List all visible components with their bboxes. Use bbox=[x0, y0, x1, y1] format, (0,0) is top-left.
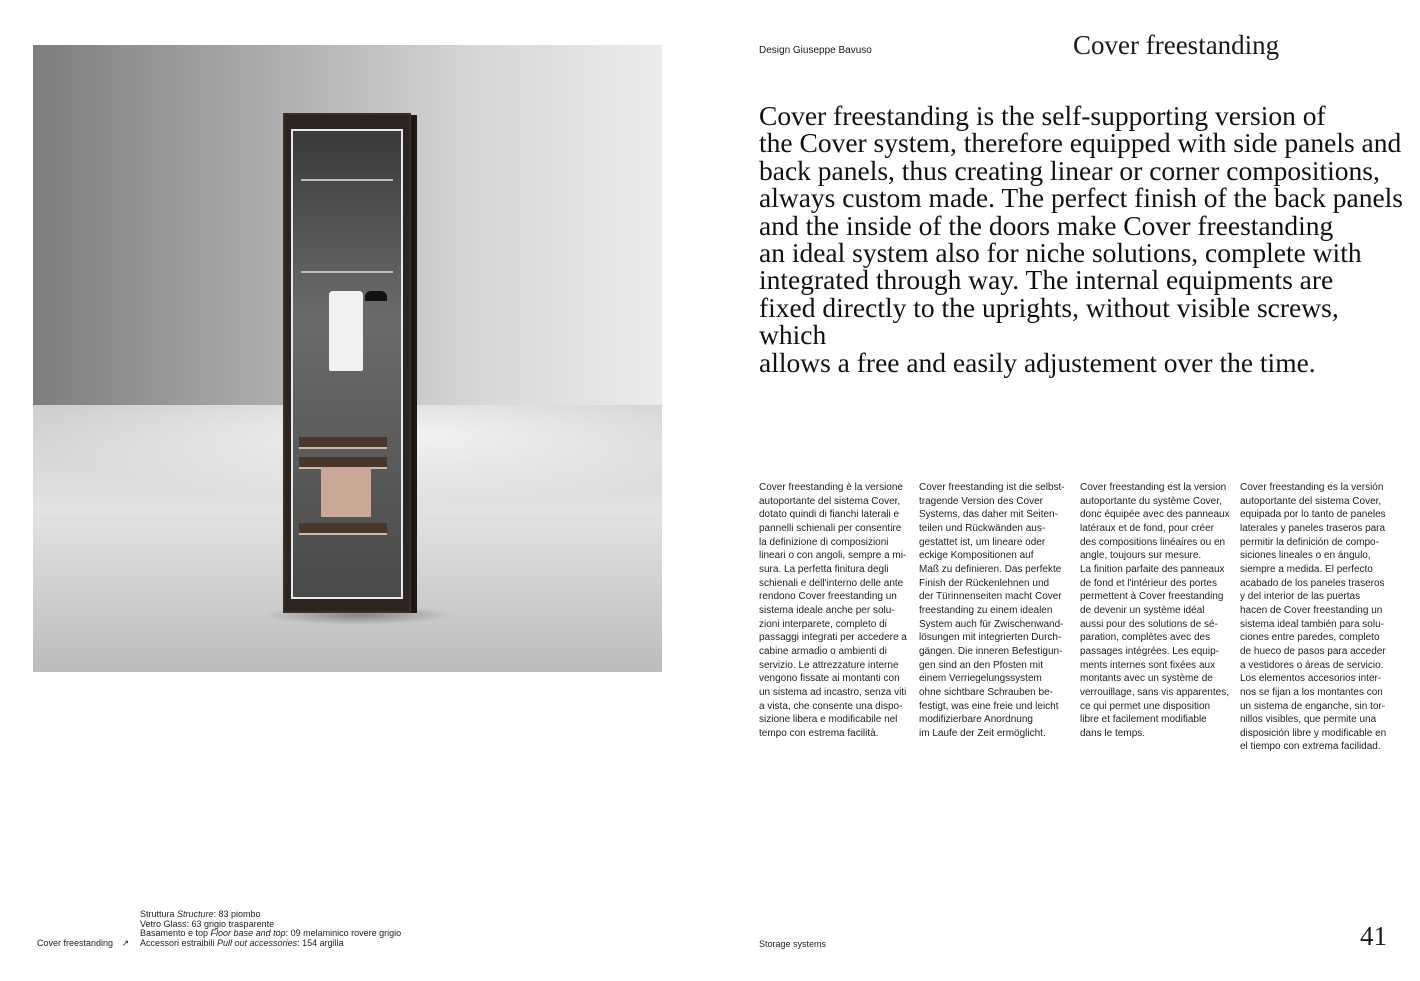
specs-list bbox=[140, 910, 401, 948]
spec-value: : 09 melaminico rovere grigio bbox=[285, 928, 402, 939]
spec-value: : 83 piombo bbox=[213, 909, 261, 919]
arrow-up-right-icon: ↗ bbox=[121, 938, 130, 948]
column-spanish: Cover freestanding es la versión autoportante del sistema Cover, equipada por lo tanto de paneles laterales y paneles traseros para permitir la definición de compo- siciones lineales o en ángulo, siempre a medida. El perfecto acabado de los paneles traseros y del interior de las puertas hacen de Cover freestanding un sistema ideal también para solu- ciones entre paredes, completo de hueco de pasos para acceder a vestidores o áreas de servicio. Los elementos accesorios inter- nos se fijan a los montantes con un sistema de enganche, sin tor- nillos visibles, que permite una disposición libre y modificable en el tiempo con extrema facilidad. bbox=[1240, 482, 1387, 753]
wardrobe-side-panel bbox=[411, 115, 417, 613]
spec-label: Vetro Glass bbox=[140, 918, 187, 929]
hat bbox=[365, 291, 387, 301]
shirt bbox=[329, 291, 363, 371]
spec-label: Basamento e top bbox=[140, 928, 211, 939]
spec-label-en: Structure bbox=[177, 909, 214, 919]
page-title: Cover freestanding bbox=[1073, 30, 1280, 60]
storage-box bbox=[321, 467, 371, 517]
wardrobe-unit bbox=[283, 113, 411, 613]
drawer bbox=[299, 437, 387, 449]
spec-label-en: Pull out accessories bbox=[217, 937, 298, 948]
hanging-rail bbox=[301, 179, 393, 181]
spec-label: Accessori estraibili bbox=[140, 937, 218, 948]
product-photo bbox=[33, 45, 662, 672]
spec-line bbox=[140, 939, 401, 949]
column-italian: Cover freestanding è la versione autoportante del sistema Cover, dotato quindi di fianchi laterali e pannelli schienali per consentire la definizione di composizioni lineari o con angoli, sempre a mi- sura. La perfetta finitura degli schienali e dell'interno delle ante rendono Cover freestanding un sistema ideale anche per solu- zioni interparete, completo di passaggi integrati per accedere a cabine armadio o ambienti di servizio. Le attrezzature interne vengono fissate ai montanti con un sistema ad incastro, senza viti a vista, che consente una dispo- sizione libera e modificabile nel tempo con estrema facilità. bbox=[759, 482, 907, 739]
page-number: 41 bbox=[1360, 921, 1387, 951]
spec-label-en: Floor base and top bbox=[210, 928, 286, 939]
hanging-rail bbox=[301, 271, 393, 273]
lead-paragraph: Cover freestanding is the self-supporting version of the Cover system, therefore equipped with side panels and back panels, thus creating linear or corner compositions, always custom made. The perfect finish of the back panels and the inside of the doors make Cover freestanding an ideal system also for niche solutions, complete with integrated through way. The internal equipments are fixed directly to the uprights, without visible screws, which allows a free and easily adjustement over the time. bbox=[759, 100, 1403, 378]
column-german: Cover freestanding ist die selbst- tragende Version des Cover Systems, das daher mit Seiten- teilen und Rückwänden aus- gestattet ist, um lineare oder eckige Kompositionen auf Maß zu definieren. Das perfekte Finish der Rückenlehnen und der Türinnenseiten macht Cover freestanding zu einem idealen System auch für Zwischenwand- lösungen mit integrierten Durch- gängen. Die inneren Befestigun- gen sind an den Pfosten mit einem Verriegelungssystem ohne sichtbare Schrauben be- festigt, was eine freie und leicht modifizierbare Anordnung im Laufe der Zeit ermöglicht. bbox=[919, 482, 1065, 739]
product-link-label: Cover freestanding bbox=[37, 938, 114, 948]
section-name: Storage systems bbox=[759, 939, 827, 949]
product-link[interactable] bbox=[37, 938, 129, 949]
spec-value: : 154 argilla bbox=[297, 937, 344, 948]
drawer bbox=[299, 523, 387, 535]
wardrobe-interior bbox=[291, 129, 403, 599]
column-french: Cover freestanding est la version autoportante du système Cover, donc équipée avec des panneaux latéraux et de fond, pour créer des compositions linéaires ou en angle, toujours sur mesure. La finition parfaite des panneaux de fond et l'intérieur des portes permettent à Cover freestanding de devenir un système idéal aussi pour des solutions de sé- paration, complètes avec des passages intégrées. Les equip- ments internes sont fixées aux montants avec un système de verrouillage, sans vis apparentes, ce qui permet une disposition libre et facilement modifiable dans le temps. bbox=[1080, 482, 1230, 739]
spec-label: Struttura bbox=[140, 909, 178, 919]
spec-value: : 63 grigio trasparente bbox=[186, 918, 275, 929]
designer-credit: Design Giuseppe Bavuso bbox=[759, 45, 872, 56]
